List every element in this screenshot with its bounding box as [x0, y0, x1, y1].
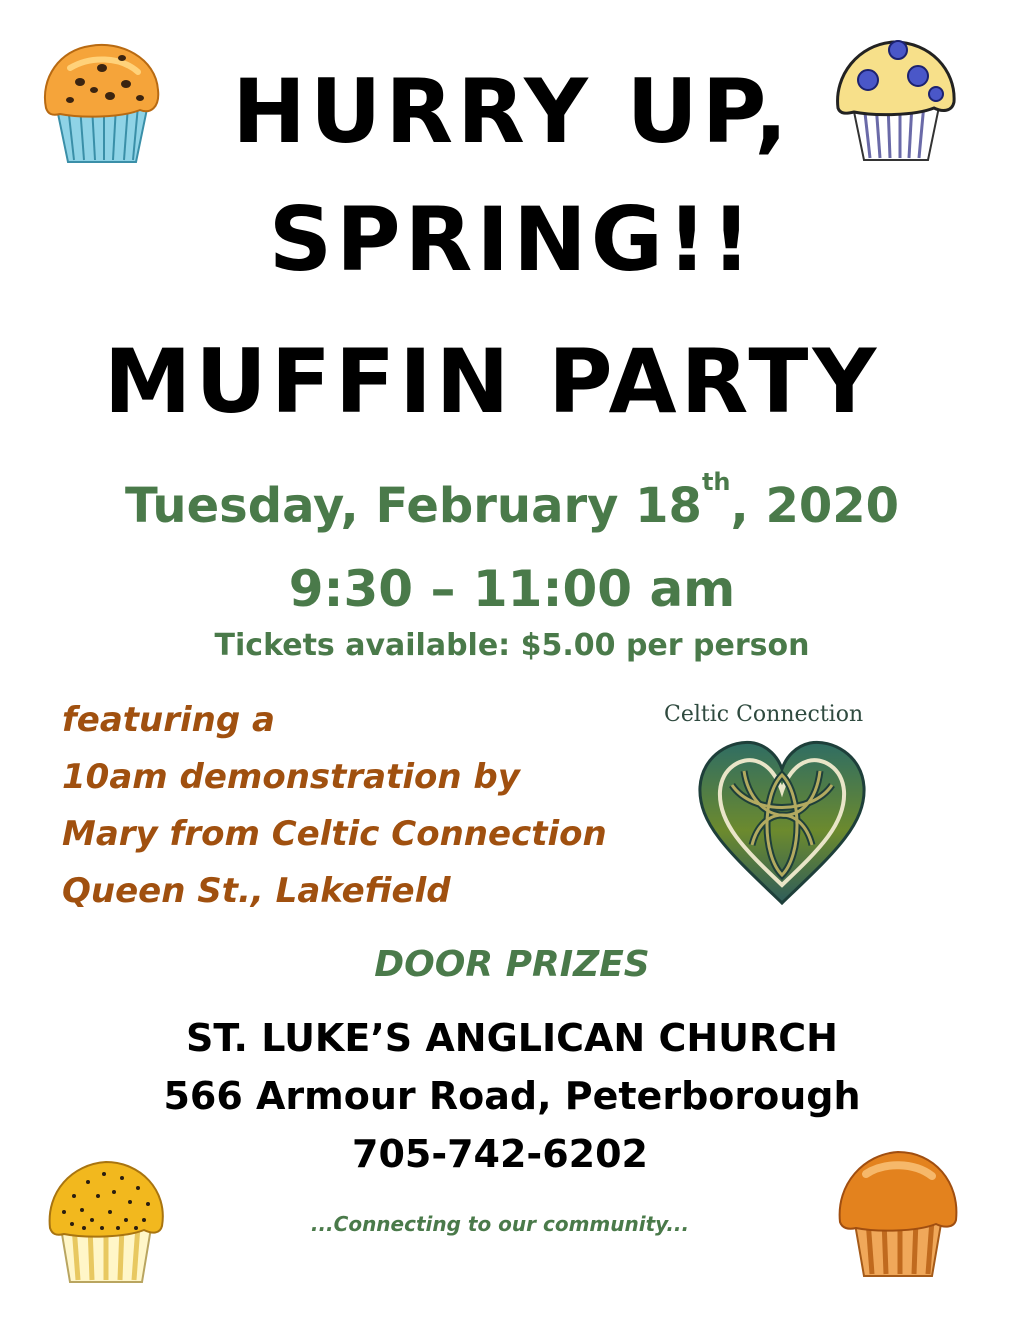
venue-name: ST. LUKE’S ANGLICAN CHURCH: [186, 1016, 838, 1060]
featuring-line-1: featuring a: [62, 700, 275, 740]
venue-address: 566 Armour Road, Peterborough: [163, 1074, 861, 1118]
door-prizes-heading: DOOR PRIZES: [374, 944, 650, 985]
featuring-line-4: Queen St., Lakefield: [62, 871, 451, 911]
featuring-line-3: Mary from Celtic Connection: [62, 814, 607, 854]
celtic-heart-knot-icon: [692, 735, 872, 910]
bran-muffin-icon: [836, 1148, 960, 1278]
title-line-1: HURRY UP,: [232, 60, 792, 163]
event-time: 9:30 – 11:00 am: [288, 560, 736, 618]
date-ordinal-suffix: th: [701, 468, 731, 496]
ticket-info: Tickets available: $5.00 per person: [214, 628, 810, 663]
tagline: ...Connecting to our community...: [310, 1212, 690, 1236]
celtic-connection-logo-text: Celtic Connection: [664, 702, 864, 727]
venue-phone: 705-742-6202: [352, 1132, 648, 1176]
featuring-line-2: 10am demonstration by: [62, 757, 520, 797]
title-line-2: SPRING!!: [268, 188, 756, 291]
poppyseed-muffin-icon: [44, 1156, 168, 1286]
title-line-3: MUFFIN PARTY: [103, 330, 881, 433]
event-date: Tuesday, February 18th, 2020: [124, 468, 900, 534]
